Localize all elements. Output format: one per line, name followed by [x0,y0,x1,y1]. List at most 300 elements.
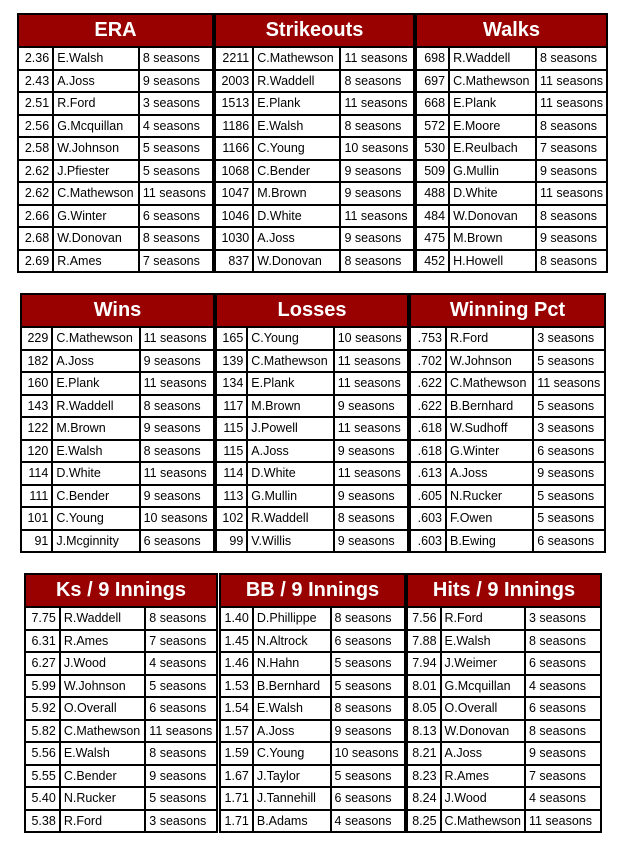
table-row [216,48,413,69]
seasons-count: 8 seasons [146,743,216,764]
leaders-table [215,326,409,553]
player-name: G.Mullin [248,486,332,507]
seasons-count: 8 seasons [537,48,606,69]
seasons-count: 6 seasons [141,531,213,552]
stat-value: 134 [217,373,246,394]
player-name: J.Weimer [442,653,524,674]
seasons-count: 8 seasons [341,71,413,92]
stat-value: 5.40 [26,788,59,809]
seasons-count: 9 seasons [141,351,213,372]
panel-title: Wins [22,295,213,326]
seasons-count: 10 seasons [332,743,404,764]
seasons-count: 5 seasons [534,396,604,417]
table-row [216,138,413,159]
stat-value: 139 [217,351,246,372]
player-name: C.Bender [254,161,339,182]
stat-value: 837 [216,251,252,272]
stat-value: 530 [417,138,448,159]
stat-value: 698 [417,48,448,69]
stat-value: 2211 [216,48,252,69]
seasons-count: 4 seasons [526,788,600,809]
player-name: R.Waddell [61,608,144,629]
stat-value: 1186 [216,116,252,137]
player-name: G.Mullin [450,161,535,182]
stat-value: 1.71 [221,788,252,809]
table-row [22,373,213,394]
panel-winning-pct [409,293,606,553]
table-row [26,698,216,719]
stat-value: 2.66 [19,206,52,227]
leaders-table [24,606,218,833]
stat-value: 6.27 [26,653,59,674]
player-name: C.Young [53,508,138,529]
player-name: W.Sudhoff [447,418,532,439]
player-name: E.Walsh [442,631,524,652]
stat-value: 668 [417,93,448,114]
player-name: C.Young [254,743,330,764]
stat-value: 2.62 [19,161,52,182]
table-row [22,508,213,529]
stat-value: 165 [217,328,246,349]
player-name: R.Ford [442,608,524,629]
seasons-count: 10 seasons [141,508,213,529]
seasons-count: 11 seasons [140,183,212,204]
stat-value: 114 [22,463,51,484]
stat-value: 7.56 [408,608,440,629]
stat-value: 1.45 [221,631,252,652]
stat-value: 229 [22,328,51,349]
stat-value: .702 [411,351,445,372]
seasons-count: 9 seasons [335,396,407,417]
seasons-count: 6 seasons [146,698,216,719]
player-name: E.Plank [248,373,332,394]
player-name: D.White [53,463,138,484]
table-row [22,396,213,417]
player-name: R.Waddell [450,48,535,69]
table-row [217,531,407,552]
seasons-count: 11 seasons [335,351,407,372]
panel-title: Winning Pct [411,295,604,326]
stat-value: 8.24 [408,788,440,809]
player-name: N.Rucker [61,788,144,809]
seasons-count: 9 seasons [141,486,213,507]
stat-value: 2.68 [19,228,52,249]
table-row [408,766,600,787]
player-name: C.Mathewson [254,48,339,69]
player-name: C.Mathewson [442,811,524,832]
seasons-count: 7 seasons [140,251,212,272]
player-name: C.Mathewson [53,328,138,349]
panel-bb-per-9 [219,573,406,833]
table-row [19,161,212,182]
player-name: J.Wood [61,653,144,674]
seasons-count: 11 seasons [335,373,407,394]
player-name: C.Bender [61,766,144,787]
table-row [411,418,604,439]
stat-value: 2.56 [19,116,52,137]
seasons-count: 9 seasons [335,531,407,552]
table-row [408,788,600,809]
player-name: C.Mathewson [248,351,332,372]
seasons-count: 8 seasons [332,698,404,719]
seasons-count: 11 seasons [141,328,213,349]
stat-value: 5.56 [26,743,59,764]
stat-value: 99 [217,531,246,552]
player-name: O.Overall [442,698,524,719]
seasons-count: 9 seasons [526,743,600,764]
stat-value: .618 [411,441,445,462]
seasons-count: 8 seasons [141,396,213,417]
seasons-count: 3 seasons [140,93,212,114]
player-name: R.Ames [54,251,138,272]
table-row [417,71,606,92]
table-row [26,788,216,809]
table-row [221,721,404,742]
stat-value: 1047 [216,183,252,204]
stat-value: 5.99 [26,676,59,697]
panel-title: Losses [217,295,407,326]
seasons-count: 5 seasons [332,766,404,787]
player-name: E.Walsh [53,441,138,462]
seasons-count: 9 seasons [140,71,212,92]
seasons-count: 6 seasons [534,441,604,462]
stat-value: .618 [411,418,445,439]
seasons-count: 5 seasons [534,508,604,529]
player-name: E.Reulbach [450,138,535,159]
panel-title: Strikeouts [216,15,413,46]
player-name: M.Brown [450,228,535,249]
table-row [216,251,413,272]
seasons-count: 11 seasons [141,373,213,394]
seasons-count: 9 seasons [341,161,413,182]
seasons-count: 6 seasons [332,788,404,809]
seasons-count: 8 seasons [341,251,413,272]
stat-value: 1.71 [221,811,252,832]
table-row [417,251,606,272]
player-name: E.Walsh [54,48,138,69]
stat-value: 2.62 [19,183,52,204]
stat-value: 452 [417,251,448,272]
player-name: E.Walsh [254,116,339,137]
panel-title: Hits / 9 Innings [408,575,600,606]
stat-value: 102 [217,508,246,529]
player-name: B.Bernhard [447,396,532,417]
stat-value: 1.54 [221,698,252,719]
table-row [19,71,212,92]
player-name: E.Plank [450,93,535,114]
stat-value: .753 [411,328,445,349]
table-row [22,441,213,462]
table-row [221,811,404,832]
seasons-count: 5 seasons [332,676,404,697]
panel-ks-per-9 [24,573,218,833]
seasons-count: 8 seasons [332,608,404,629]
player-name: J.Wood [442,788,524,809]
table-row [411,441,604,462]
table-row [217,463,407,484]
seasons-count: 9 seasons [537,161,606,182]
seasons-count: 11 seasons [537,183,606,204]
seasons-count: 6 seasons [534,531,604,552]
seasons-count: 6 seasons [526,653,600,674]
panel-strikeouts [214,13,415,273]
player-name: R.Waddell [248,508,332,529]
seasons-count: 8 seasons [537,206,606,227]
seasons-count: 9 seasons [341,228,413,249]
stat-value: 8.01 [408,676,440,697]
stat-value: 1.40 [221,608,252,629]
table-row [19,251,212,272]
table-row [417,206,606,227]
table-row [217,373,407,394]
table-row [22,531,213,552]
player-name: A.Joss [53,351,138,372]
player-name: G.Mcquillan [442,676,524,697]
seasons-count: 8 seasons [526,631,600,652]
player-name: W.Donovan [54,228,138,249]
stat-value: 2.69 [19,251,52,272]
player-name: G.Winter [447,441,532,462]
panel-walks [415,13,608,273]
table-row [217,328,407,349]
table-row [221,743,404,764]
seasons-count: 11 seasons [537,71,606,92]
player-name: M.Brown [254,183,339,204]
stat-value: 2.51 [19,93,52,114]
leaders-table [17,46,214,273]
table-row [26,811,216,832]
seasons-count: 5 seasons [534,351,604,372]
table-row [26,743,216,764]
stat-value: 2.36 [19,48,52,69]
stat-value: 1046 [216,206,252,227]
leaders-table [219,606,406,833]
table-row [411,351,604,372]
table-row [216,116,413,137]
stat-value: 117 [217,396,246,417]
table-row [221,631,404,652]
stat-value: 1.67 [221,766,252,787]
table-row [408,721,600,742]
player-name: J.Mcginnity [53,531,138,552]
player-name: D.White [248,463,332,484]
stat-value: 182 [22,351,51,372]
table-row [221,788,404,809]
player-name: J.Powell [248,418,332,439]
player-name: A.Joss [447,463,532,484]
player-name: W.Donovan [442,721,524,742]
table-row [417,228,606,249]
player-name: W.Donovan [450,206,535,227]
stat-value: 114 [217,463,246,484]
table-row [22,463,213,484]
stat-value: 8.23 [408,766,440,787]
seasons-count: 9 seasons [534,463,604,484]
leaders-table [409,326,606,553]
seasons-count: 11 seasons [526,811,600,832]
table-row [417,183,606,204]
stat-value: 5.55 [26,766,59,787]
seasons-count: 9 seasons [141,418,213,439]
table-row [26,676,216,697]
leaders-table [214,46,415,273]
table-row [22,328,213,349]
stat-value: 484 [417,206,448,227]
stat-value: 475 [417,228,448,249]
stat-value: 572 [417,116,448,137]
player-name: W.Johnson [447,351,532,372]
table-row [26,721,216,742]
seasons-count: 8 seasons [537,116,606,137]
stat-value: .605 [411,486,445,507]
table-row [217,418,407,439]
table-row [217,486,407,507]
seasons-count: 8 seasons [146,608,216,629]
table-row [408,631,600,652]
table-row [26,631,216,652]
player-name: C.Young [248,328,332,349]
seasons-count: 7 seasons [526,766,600,787]
seasons-count: 8 seasons [537,251,606,272]
seasons-count: 5 seasons [146,788,216,809]
seasons-count: 4 seasons [140,116,212,137]
player-name: E.Walsh [61,743,144,764]
player-name: A.Joss [442,743,524,764]
panel-title: Ks / 9 Innings [26,575,216,606]
player-name: A.Joss [254,228,339,249]
table-row [22,418,213,439]
seasons-count: 11 seasons [146,721,216,742]
panel-era [17,13,214,273]
table-row [411,486,604,507]
player-name: J.Taylor [254,766,330,787]
seasons-count: 4 seasons [146,653,216,674]
stat-value: 160 [22,373,51,394]
stat-value: .622 [411,396,445,417]
player-name: C.Bender [53,486,138,507]
table-row [408,608,600,629]
seasons-count: 11 seasons [534,373,604,394]
table-row [217,396,407,417]
player-name: V.Willis [248,531,332,552]
stat-value: 1166 [216,138,252,159]
table-row [216,206,413,227]
stat-value: 115 [217,418,246,439]
table-row [216,228,413,249]
player-name: A.Joss [254,721,330,742]
seasons-count: 9 seasons [537,228,606,249]
player-name: R.Waddell [53,396,138,417]
table-row [26,766,216,787]
player-name: F.Owen [447,508,532,529]
table-row [221,676,404,697]
player-name: W.Johnson [61,676,144,697]
player-name: N.Hahn [254,653,330,674]
stat-value: .603 [411,508,445,529]
player-name: C.Mathewson [450,71,535,92]
table-row [417,161,606,182]
seasons-count: 11 seasons [335,418,407,439]
player-name: B.Ewing [447,531,532,552]
player-name: B.Bernhard [254,676,330,697]
stat-value: 1.53 [221,676,252,697]
stat-value: 120 [22,441,51,462]
table-row [221,653,404,674]
panel-wins [20,293,215,553]
stat-value: 509 [417,161,448,182]
player-name: R.Ames [442,766,524,787]
player-name: C.Young [254,138,339,159]
table-row [411,373,604,394]
leaders-table [415,46,608,273]
stat-value: 143 [22,396,51,417]
table-row [417,116,606,137]
player-name: W.Johnson [54,138,138,159]
seasons-count: 9 seasons [146,766,216,787]
player-name: A.Joss [54,71,138,92]
player-name: R.Ford [447,328,532,349]
seasons-count: 10 seasons [341,138,413,159]
seasons-count: 8 seasons [140,48,212,69]
stat-value: 6.31 [26,631,59,652]
player-name: W.Donovan [254,251,339,272]
table-row [408,653,600,674]
seasons-count: 8 seasons [140,228,212,249]
seasons-count: 3 seasons [146,811,216,832]
table-row [19,116,212,137]
table-row [411,508,604,529]
player-name: J.Tannehill [254,788,330,809]
stat-value: 488 [417,183,448,204]
stat-value: 111 [22,486,51,507]
leaders-table [20,326,215,553]
stat-value: 1068 [216,161,252,182]
stat-value: .622 [411,373,445,394]
table-row [417,93,606,114]
table-row [19,93,212,114]
table-row [19,138,212,159]
seasons-count: 5 seasons [332,653,404,674]
table-row [221,698,404,719]
panel-title: BB / 9 Innings [221,575,404,606]
stat-value: 7.88 [408,631,440,652]
player-name: E.Moore [450,116,535,137]
seasons-count: 6 seasons [140,206,212,227]
stat-value: 7.94 [408,653,440,674]
table-row [217,351,407,372]
table-row [26,608,216,629]
table-row [217,441,407,462]
seasons-count: 6 seasons [526,698,600,719]
stat-value: 91 [22,531,51,552]
seasons-count: 9 seasons [332,721,404,742]
player-name: R.Ford [61,811,144,832]
seasons-count: 11 seasons [141,463,213,484]
seasons-count: 5 seasons [140,138,212,159]
seasons-count: 8 seasons [141,441,213,462]
seasons-count: 11 seasons [341,206,413,227]
player-name: D.White [450,183,535,204]
seasons-count: 4 seasons [526,676,600,697]
panel-losses [215,293,409,553]
table-row [411,328,604,349]
seasons-count: 3 seasons [534,328,604,349]
stat-value: 5.92 [26,698,59,719]
table-row [417,138,606,159]
player-name: C.Mathewson [54,183,138,204]
player-name: C.Mathewson [61,721,144,742]
table-row [19,48,212,69]
